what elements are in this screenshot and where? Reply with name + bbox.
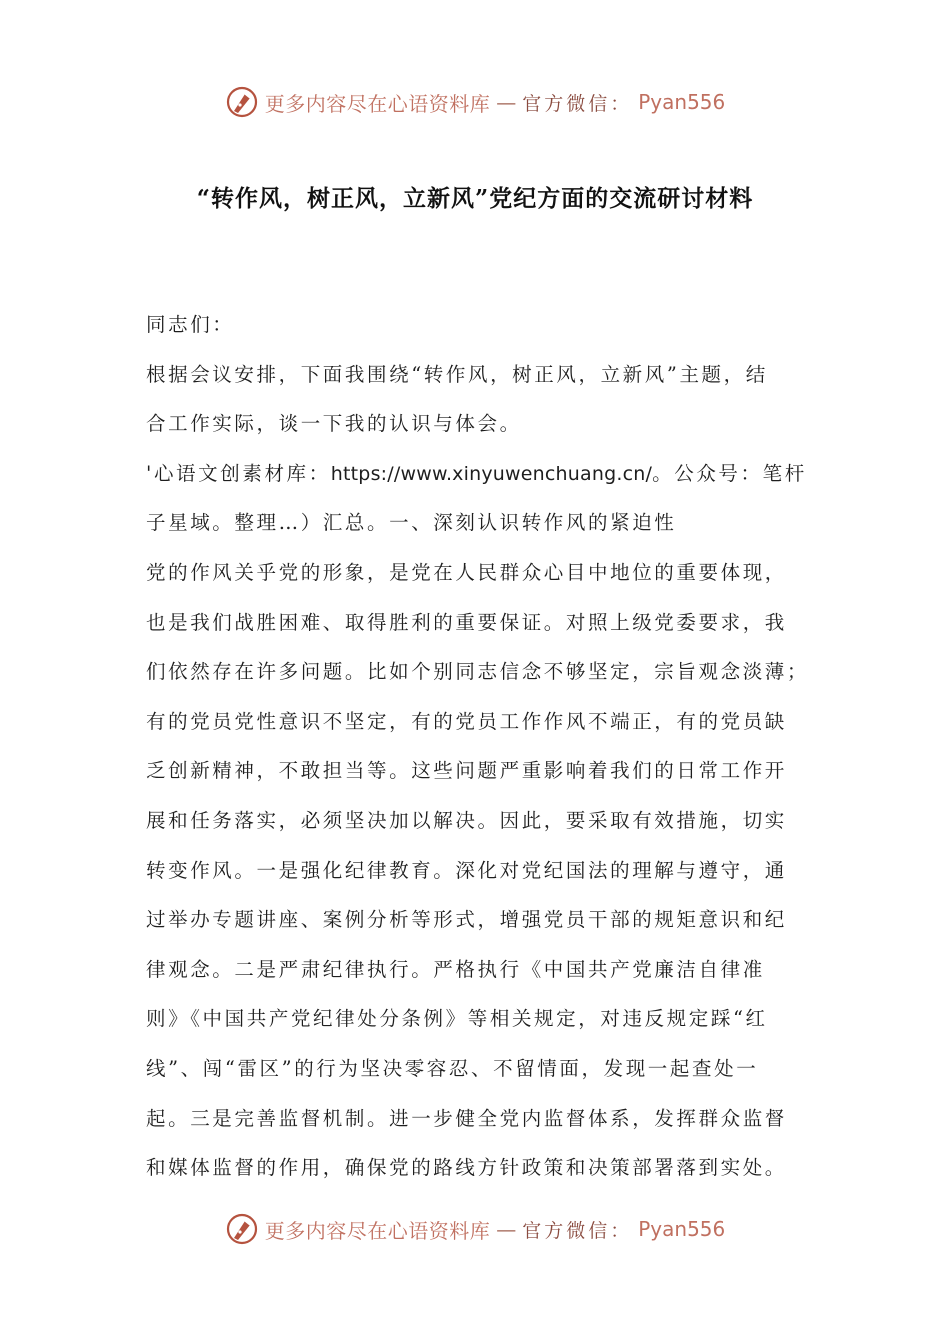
body-line: 合工作实际，谈一下我的认识与体会。 xyxy=(146,412,522,436)
body-line: 过举办专题讲座、案例分析等形式，增强党员干部的规矩意识和纪 xyxy=(146,908,787,932)
body-line: 和媒体监督的作用，确保党的路线方针政策和决策部署落到实处。 xyxy=(146,1156,787,1180)
body-line: 同志们： xyxy=(146,313,235,336)
body-line: 线”、闯“雷区”的行为坚决零容忍、不留情面，发现一起查处一 xyxy=(146,1056,759,1080)
banner-wechat-label: 官方微信： xyxy=(522,1219,633,1242)
source-suffix: 。公众号：笔杆 xyxy=(652,461,807,485)
banner-slogan: 更多内容尽在心语资料库 xyxy=(264,91,491,116)
body-line: 有的党员党性意识不坚定，有的党员工作作风不端正，有的党员缺 xyxy=(146,709,787,733)
banner-dash: — xyxy=(496,90,517,114)
document-body xyxy=(146,300,826,1193)
banner-dash: — xyxy=(496,1217,517,1241)
body-line-source xyxy=(146,449,826,499)
body-line: 乏创新精神，不敢担当等。这些问题严重影响着我们的日常工作开 xyxy=(146,759,787,783)
body-line: 律观念。二是严肃纪律执行。严格执行《中国共产党廉洁自律准 xyxy=(146,957,765,981)
banner-slogan: 更多内容尽在心语资料库 xyxy=(264,1218,491,1243)
footer-banner xyxy=(0,1209,950,1249)
source-label: '心语文创素材库： xyxy=(146,461,331,485)
body-line: 则》《中国共产党纪律处分条例》等相关规定，对违反规定踩“红 xyxy=(146,1007,768,1031)
document-title: “转作风，树正风，立新风”党纪方面的交流研讨材料 xyxy=(196,185,754,212)
pen-nib-circle-icon xyxy=(225,85,259,119)
body-line: 党的作风关乎党的形象，是党在人民群众心目中地位的重要体现， xyxy=(146,560,787,584)
banner-wechat-id: Pyan556 xyxy=(638,90,726,114)
body-line: 转变作风。一是强化纪律教育。深化对党纪国法的理解与遵守，通 xyxy=(146,858,787,882)
source-url-link[interactable]: https://www.xinyuwenchuang.cn/ xyxy=(330,462,653,485)
header-banner xyxy=(0,82,950,122)
banner-wechat-label: 官方微信： xyxy=(522,92,633,115)
body-line: 起。三是完善监督机制。进一步健全党内监督体系，发挥群众监督 xyxy=(146,1106,787,1130)
pen-nib-circle-icon xyxy=(225,1212,259,1246)
body-line: 们依然存在许多问题。比如个别同志信念不够坚定，宗旨观念淡薄； xyxy=(146,660,810,684)
body-line: 根据会议安排，下面我围绕“转作风，树正风，立新风”主题，结 xyxy=(146,362,768,386)
body-line: 也是我们战胜困难、取得胜利的重要保证。对照上级党委要求，我 xyxy=(146,610,787,634)
banner-wechat-id: Pyan556 xyxy=(638,1217,726,1241)
body-line: 子星域。整理…）汇总。一、深刻认识转作风的紧迫性 xyxy=(146,511,677,535)
body-line: 展和任务落实，必须坚决加以解决。因此，要采取有效措施，切实 xyxy=(146,808,787,832)
